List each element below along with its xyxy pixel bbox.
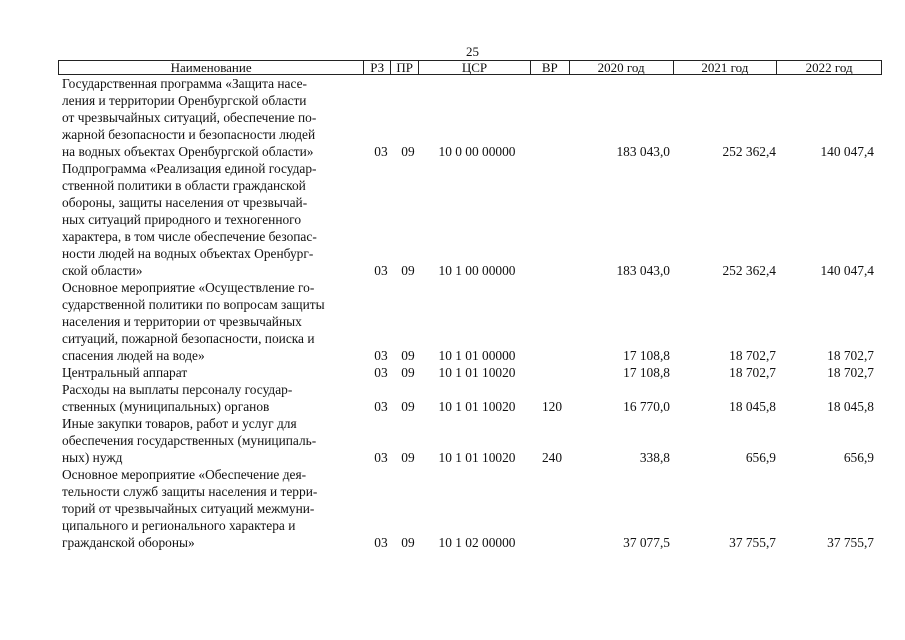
row-2022: 656,9 xyxy=(843,450,874,465)
table-row xyxy=(58,381,882,415)
row-name: Расходы на выплаты персоналу государ- ственных (муниципальных) органов xyxy=(62,382,293,414)
row-2021: 18 702,7 xyxy=(729,365,776,380)
row-2022: 37 755,7 xyxy=(827,535,874,550)
row-csr: 10 1 00 00000 xyxy=(438,263,516,278)
row-pr: 09 xyxy=(401,348,415,363)
row-pr: 09 xyxy=(401,144,415,159)
row-rz: 03 xyxy=(374,535,388,550)
row-name: Государственная программа «Защита насе- ления и территории Оренбургской области от чрезвычайных ситуаций, обеспечение по- жарной безопасности и безопасности людей на водных объектах Оренбургской области» xyxy=(62,76,317,159)
row-name: Иные закупки товаров, работ и услуг для обеспечения государственных (муниципаль- ных) нужд xyxy=(62,416,317,465)
row-2020: 17 108,8 xyxy=(623,365,670,380)
row-csr: 10 1 01 10020 xyxy=(438,399,516,414)
header-2020: 2020 год xyxy=(570,61,674,74)
row-rz: 03 xyxy=(374,365,388,380)
row-csr: 10 0 00 00000 xyxy=(438,144,516,159)
row-2020: 338,8 xyxy=(639,450,670,465)
table-row xyxy=(58,415,882,466)
row-2020: 17 108,8 xyxy=(623,348,670,363)
row-csr: 10 1 01 10020 xyxy=(438,450,516,465)
header-rz: РЗ xyxy=(364,61,391,74)
row-name: Центральный аппарат xyxy=(62,365,188,380)
row-2020: 16 770,0 xyxy=(623,399,670,414)
row-2020: 37 077,5 xyxy=(623,535,670,550)
row-name: Подпрограмма «Реализация единой государ- ственной политики в области гражданской обороны, защиты населения от чрезвычай- ных ситуаций природного и техногенного характера, в том числе обеспечение безопас- ности людей на водных объектах Оренбург- ской области» xyxy=(62,161,317,278)
row-vr: 240 xyxy=(541,450,563,465)
header-name: Наименование xyxy=(59,61,364,74)
row-rz: 03 xyxy=(374,450,388,465)
row-2020: 183 043,0 xyxy=(616,263,670,278)
header-2022: 2022 год xyxy=(805,60,853,75)
row-pr: 09 xyxy=(401,535,415,550)
row-rz: 03 xyxy=(374,399,388,414)
row-2021: 18 702,7 xyxy=(729,348,776,363)
table-row xyxy=(58,364,882,381)
header-csr: ЦСР xyxy=(419,61,531,74)
table-row xyxy=(58,466,882,551)
header-2021: 2021 год xyxy=(674,61,778,74)
row-rz: 03 xyxy=(374,144,388,159)
row-2021: 656,9 xyxy=(745,450,776,465)
row-rz: 03 xyxy=(374,348,388,363)
row-rz: 03 xyxy=(374,263,388,278)
header-pr: ПР xyxy=(391,61,419,74)
row-2022: 18 702,7 xyxy=(827,365,874,380)
table-header xyxy=(58,60,882,75)
row-2021: 18 045,8 xyxy=(729,399,776,414)
row-name: Основное мероприятие «Обеспечение дея- тельности служб защиты населения и терри- торий от чрезвычайных ситуаций межмуни- ципального и регионального характера и гражданской обороны» xyxy=(62,467,318,550)
row-pr: 09 xyxy=(401,263,415,278)
table-row xyxy=(58,160,882,279)
table-row xyxy=(58,75,882,160)
row-name: Основное мероприятие «Осуществление го- сударственной политики по вопросам защиты населения и территории от чрезвычайных ситуаций, пожарной безопасности, поиска и спасения людей на воде» xyxy=(62,280,325,363)
row-2022: 140 047,4 xyxy=(820,263,874,278)
row-2022: 18 045,8 xyxy=(827,399,874,414)
row-2021: 252 362,4 xyxy=(722,144,776,159)
row-2022: 18 702,7 xyxy=(827,348,874,363)
header-vr: ВР xyxy=(531,61,570,74)
table-row xyxy=(58,279,882,364)
row-pr: 09 xyxy=(401,399,415,414)
row-vr: 120 xyxy=(541,399,563,414)
row-csr: 10 1 02 00000 xyxy=(438,535,516,550)
row-csr: 10 1 01 10020 xyxy=(438,365,516,380)
row-2020: 183 043,0 xyxy=(616,144,670,159)
page-number: 25 xyxy=(466,44,479,59)
row-csr: 10 1 01 00000 xyxy=(438,348,516,363)
row-2022: 140 047,4 xyxy=(820,144,874,159)
row-pr: 09 xyxy=(401,365,415,380)
row-2021: 37 755,7 xyxy=(729,535,776,550)
row-2021: 252 362,4 xyxy=(722,263,776,278)
row-pr: 09 xyxy=(401,450,415,465)
table-body xyxy=(58,75,882,551)
